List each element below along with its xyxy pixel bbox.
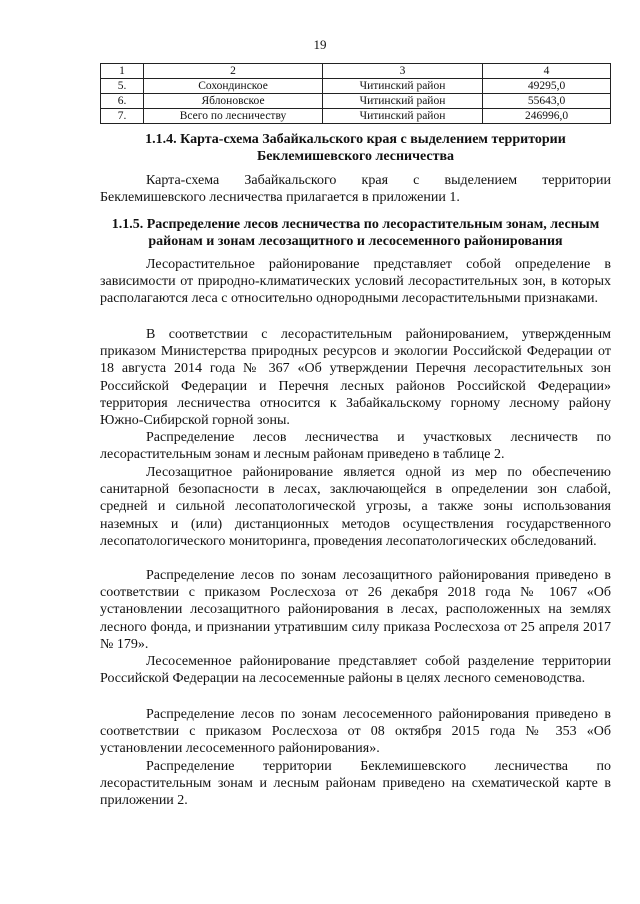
- paragraph-3: Распределение лесов лесничества и участковых лесничеств по лесорастительным зонам и лесным районам приведено в таблице 2.: [100, 430, 611, 463]
- table-row: [101, 94, 611, 109]
- paragraph-6: Лесосеменное районирование представляет собой разделение территории Российской Федерации на лесосеменные районы в целях лесного семеноводства.: [100, 654, 611, 687]
- table-cell-area: 55643,0: [483, 94, 611, 109]
- table-header-row: [101, 64, 611, 79]
- paragraph-4: Лесозащитное районирование является одной из мер по обеспечению санитарной безопасности в лесах, заключающейся в определении зон слабой, средней и сильной лесопатологической угрозы, а также зоны использования наземных и (или) дистанционных методов осуществления государственного лесопатологического мониторинга, проведения лесопатологических обследований.: [100, 465, 611, 549]
- table-cell-name: Яблоновское: [144, 94, 323, 109]
- table-cell-number: 6.: [101, 94, 144, 109]
- paragraph-5: Распределение лесов по зонам лесозащитного районирования приведено в соответствии с приказом Рослесхоза от 26 декабря 2018 года № 1067 «Об установлении лесозащитного районирования в лесах, расположенных на землях лесного фонда, и признании утратившим силу приказа Рослесхоза от 25 апреля 2017 № 179».: [100, 568, 611, 652]
- table-header-cell: 1: [101, 64, 144, 79]
- table-cell-area: 49295,0: [483, 79, 611, 94]
- table-cell-district: Читинский район: [323, 79, 483, 94]
- table-cell-number: 5.: [101, 79, 144, 94]
- table-header-cell: 2: [144, 64, 323, 79]
- paragraph-2: В соответствии с лесорастительным районированием, утвержденным приказом Министерства природных ресурсов и экологии Российской Федерации от 18 августа 2014 года № 367 «Об утверждении Перечня лесорастительных зон Российской Федерации и Перечня лесных районов Российской Федерации» территория лесничества относится к Забайкальскому горному лесному району Южно-Сибирской горной зоны.: [100, 327, 611, 429]
- section-114-paragraph: Карта-схема Забайкальского края с выделением территории Беклемишевского лесничества прилагается в приложении 1.: [100, 173, 611, 206]
- forestry-table: [100, 63, 611, 124]
- table-cell-name: Сохондинское: [144, 79, 323, 94]
- table-row: [101, 109, 611, 124]
- paragraph-8: Распределение территории Беклемишевского лесничества по лесорастительным зонам и лесным районам приведено на схематической карте в приложении 2.: [100, 759, 611, 809]
- table-cell-name: Всего по лесничеству: [144, 109, 323, 124]
- table-row: [101, 79, 611, 94]
- table-cell-area: 246996,0: [483, 109, 611, 124]
- table-header-cell: 3: [323, 64, 483, 79]
- section-heading-115: 1.1.5. Распределение лесов лесничества по лесорастительным зонам, лесным районам и зонам лесозащитного и лесосеменного районирования: [111, 217, 600, 249]
- table-cell-district: Читинский район: [323, 109, 483, 124]
- page-number: 19: [313, 37, 327, 52]
- table-cell-district: Читинский район: [323, 94, 483, 109]
- table-header-cell: 4: [483, 64, 611, 79]
- table-cell-number: 7.: [101, 109, 144, 124]
- section-heading-114: 1.1.4. Карта-схема Забайкальского края с выделением территории Беклемишевского лесничества: [145, 132, 566, 164]
- paragraph-1: Лесорастительное районирование представляет собой определение в зависимости от природно-климатических условий лесорастительных зон, в которых располагаются леса с относительно однородными лесорастительными признаками.: [100, 257, 611, 307]
- paragraph-7: Распределение лесов по зонам лесосеменного районирования приведено в соответствии с приказом Рослесхоза от 08 октября 2015 года № 353 «Об установлении лесосеменного районирования».: [100, 707, 611, 757]
